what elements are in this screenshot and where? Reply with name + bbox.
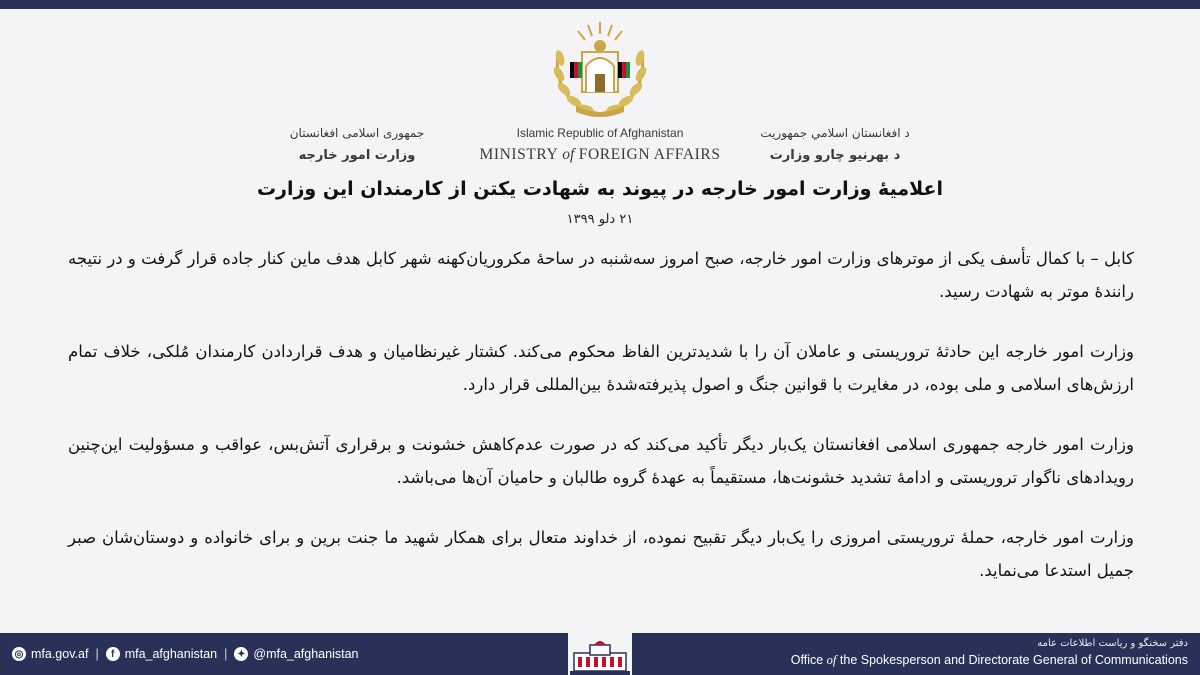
header-english-line2 [460, 144, 740, 166]
paragraph-2: وزارت امور خارجه این حادثۀ تروریستی و عاملان آن را با شدیدترین الفاظ محکوم می‌کند. کشتار غیرنظامیان و هدف قراردادن کارمندان مُلکی، خلاف تمام ارزش‌های اسلامی و ملی بوده، در مغایرت با قوانین جنگ و اصول پذیرفته‌شدۀ بین‌المللی قرار دارد. [68, 342, 1134, 394]
paragraph-3: وزارت امور خارجه جمهوری اسلامی افغانستان یک‌بار دیگر تأکید می‌کند که در صورت عدم‌کاهش خشونت و برقراری آتش‌بس، عواقب و مسؤولیت این‌چنین رویدادهای ناگوار تروریستی و ادامۀ تشدید خشونت‌ها، مستقیماً به عهدۀ گروه طالبان و حامیان آن‌ها می‌باشد. [68, 435, 1134, 487]
header-dari [262, 124, 452, 166]
header-english-foreign-affairs: FOREIGN AFFAIRS [578, 146, 721, 163]
header-dari-line2: وزارت امور خارجه [298, 148, 416, 163]
facebook-icon: f [106, 647, 120, 661]
footer-separator: | [224, 647, 228, 661]
header-dari-line1: جمهوری اسلامی افغانستان [289, 126, 425, 140]
twitter-link[interactable]: @mfa_afghanistan [253, 647, 359, 661]
paragraph-1: کابل – با کمال تأسف یکی از موترهای وزارت امور خارجه، صبح امروز سه‌شنبه در ساحۀ مکروریان‌کهنه شهر کابل هدف ماین کنار جاده قرار گرفت و در نتیجه رانندۀ موتر به شهادت رسید. [68, 249, 1134, 301]
office-english [791, 651, 1188, 669]
header-english-line1: Islamic Republic of Afghanistan [516, 126, 684, 140]
facebook-link[interactable]: mfa_afghanistan [124, 647, 218, 661]
statement-title: اعلامیۀ وزارت امور خارجه در پیوند به شهادت یکتن از کارمندان این وزارت [256, 178, 944, 200]
header-pashto-line2: د بهرنیو چارو وزارت [769, 148, 901, 163]
office-dari: دفتر سخنگو و ریاست اطلاعات عامه [1037, 638, 1188, 649]
statement-date: ۲۱ دلو ۱۳۹۹ [566, 212, 634, 227]
globe-icon: ◎ [12, 647, 26, 661]
office-english-of: of [826, 653, 837, 667]
top-bar [0, 0, 1200, 9]
footer-social [12, 633, 359, 675]
header-english [460, 124, 740, 166]
afghanistan-state-emblem-icon [540, 18, 660, 120]
header-pashto [740, 124, 930, 166]
header-pashto-line1: د افغانستان اسلامي جمهوریت [760, 126, 910, 140]
footer-separator: | [95, 647, 99, 661]
header-english-of: of [562, 146, 575, 163]
website-link[interactable]: mfa.gov.af [31, 647, 89, 661]
ministry-building-icon [568, 633, 632, 675]
twitter-icon: ✦ [234, 647, 248, 661]
footer-office [791, 637, 1188, 669]
footer-bar [0, 633, 1200, 675]
paragraph-4: وزارت امور خارجه، حملۀ تروریستی امروزی را یک‌بار دیگر تقبیح نموده، از خداوند متعال برای همکار شهید ما جنت برین و برای خانواده و دوستان‌شان صبر جمیل استدعا می‌نماید. [68, 528, 1134, 580]
office-english-a: Office [790, 653, 824, 667]
office-english-b: the Spokesperson and Directorate General of Communications [839, 653, 1188, 667]
statement-body [68, 242, 1134, 614]
header-english-ministry: MINISTRY [479, 146, 558, 163]
